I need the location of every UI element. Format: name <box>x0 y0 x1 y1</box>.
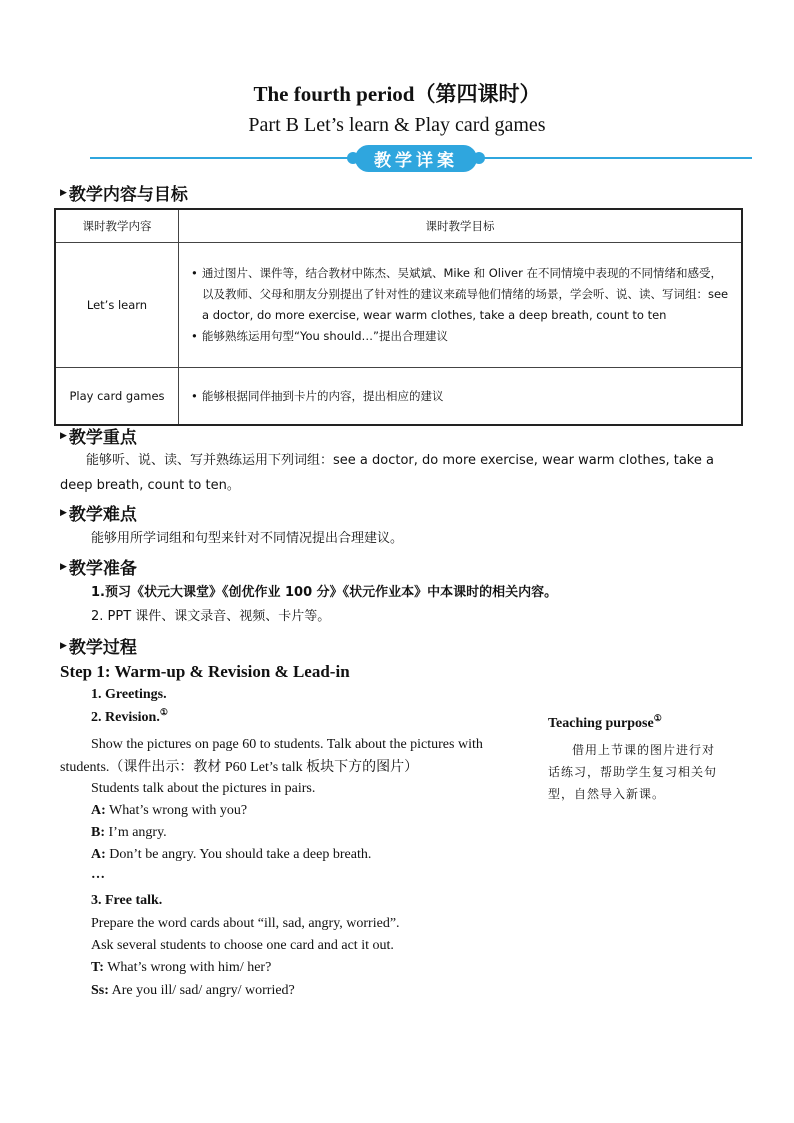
dialog-text: What’s wrong with you? <box>109 803 248 818</box>
page-title: The fourth period（第四课时） <box>253 82 541 106</box>
section-heading-label: 教学过程 <box>68 638 137 658</box>
dialog-line <box>91 960 271 976</box>
speaker-label: B: <box>91 825 105 840</box>
show-pictures-text: Show the pictures on page 60 to students. Talk about the pictures with students.（课件出示：教材 P60 Let’s talk 板块下方的图片） <box>60 737 483 775</box>
pairs-text: Students talk about the pictures in pairs. <box>91 781 316 796</box>
section-heading-label: 教学内容与目标 <box>68 185 188 205</box>
triangle-bullet-icon: ▶ <box>60 187 67 198</box>
dialog-text: Are you ill/ sad/ angry/ worried? <box>111 983 295 998</box>
table-cell-content: Let’s learn <box>55 243 179 368</box>
step1-title: Step 1: Warm-up & Revision & Lead-in <box>60 662 350 681</box>
section-heading-process <box>60 633 137 658</box>
banner-line-left <box>90 157 352 159</box>
table-cell-goals <box>179 368 743 426</box>
table-row <box>55 243 742 368</box>
section-heading-label: 教学准备 <box>68 559 137 579</box>
triangle-bullet-icon: ▶ <box>60 507 67 518</box>
speaker-label: Ss: <box>91 983 109 998</box>
section-heading-label: 教学难点 <box>68 505 137 525</box>
revision-item <box>91 707 168 726</box>
section-heading-label: 教学重点 <box>68 428 137 448</box>
act-out-text: Ask several students to choose one card and act it out. <box>91 938 394 953</box>
speaker-label: T: <box>91 960 104 975</box>
free-talk-item: 3. Free talk. <box>91 893 163 908</box>
preparation-item-2: 2. PPT 课件、课文录音、视频、卡片等。 <box>91 609 331 624</box>
table-header-goal: 课时教学目标 <box>179 209 743 243</box>
preparation-item-1: 1.预习《状元大课堂》《创优作业 100 分》《状元作业本》中本课时的相关内容。 <box>91 585 558 600</box>
table-header-content: 课时教学内容 <box>55 209 179 243</box>
dialog-line <box>91 847 371 863</box>
section-heading-content-goals <box>60 180 188 205</box>
footnote-mark: ① <box>653 713 662 723</box>
banner-label: 教学详案 <box>374 151 458 171</box>
table-row <box>55 368 742 426</box>
dialog-text: Don’t be angry. You should take a deep breath. <box>109 847 372 862</box>
speaker-label: A: <box>91 847 106 862</box>
dialog-line <box>91 825 167 841</box>
ellipsis: … <box>91 867 105 882</box>
footnote-mark: ① <box>159 707 168 717</box>
speaker-label: A: <box>91 803 106 818</box>
table-cell-goals <box>179 243 743 368</box>
teaching-purpose-label: Teaching purpose <box>548 716 654 731</box>
triangle-bullet-icon: ▶ <box>60 561 67 572</box>
dialog-text: What’s wrong with him/ her? <box>107 960 272 975</box>
difficulties-text: 能够用所学词组和句型来针对不同情况提出合理建议。 <box>91 531 404 546</box>
banner-line-right <box>480 157 752 159</box>
dialog-text: I’m angry. <box>108 825 167 840</box>
revision-label: 2. Revision. <box>91 710 160 725</box>
teaching-purpose-text: 借用上节课的图片进行对话练习，帮助学生复习相关句型，自然导入新课。 <box>548 743 718 801</box>
prepare-cards-text: Prepare the word cards about “ill, sad, angry, worried”. <box>91 916 400 931</box>
dialog-line <box>91 983 295 999</box>
dialog-line <box>91 803 247 819</box>
page-subtitle: Part B Let’s learn & Play card games <box>248 114 546 136</box>
section-banner <box>355 145 477 172</box>
goal-item: • 能够熟练运用句型“You should…”提出合理建议 <box>202 326 730 347</box>
section-heading-preparation <box>60 554 137 579</box>
triangle-bullet-icon: ▶ <box>60 430 67 441</box>
section-heading-key-points <box>60 423 137 448</box>
table-cell-content: Play card games <box>55 368 179 426</box>
section-heading-difficulties <box>60 500 137 525</box>
triangle-bullet-icon: ▶ <box>60 640 67 651</box>
goals-table <box>54 208 743 426</box>
greetings-item: 1. Greetings. <box>91 687 167 702</box>
goal-item: • 能够根据同伴抽到卡片的内容，提出相应的建议 <box>202 386 730 407</box>
goal-item: • 通过图片、课件等，结合教材中陈杰、吴斌斌、Mike 和 Oliver 在不同情境中表现的不同情绪和感受，以及教师、父母和朋友分别提出了针对性的建议来疏导他们情绪的场景，学会听、说、读、写词组：see a doctor, do more exercise, wear warm clothes, take a deep breath, count to ten <box>202 263 730 326</box>
teaching-purpose-title <box>548 713 662 732</box>
table-header-row <box>55 209 742 243</box>
key-points-text: 能够听、说、读、写并熟练运用下列词组：see a doctor, do more exercise, wear warm clothes, take a deep breath, count to ten。 <box>60 453 714 493</box>
